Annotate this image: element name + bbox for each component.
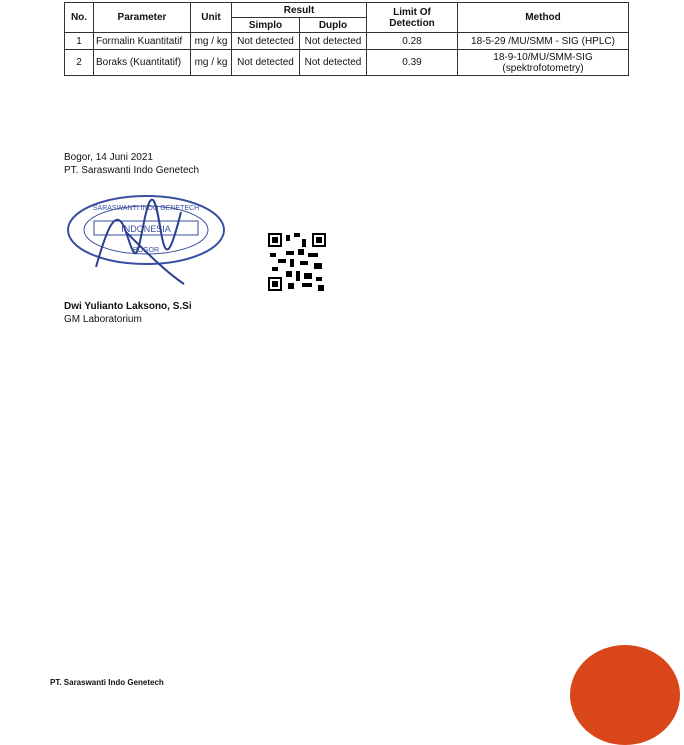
table-row xyxy=(65,33,629,50)
footer-company: PT. Saraswanti Indo Genetech xyxy=(50,678,164,687)
svg-text:SARASWANTI INDO GENETECH: SARASWANTI INDO GENETECH xyxy=(92,205,200,212)
cell-unit: mg / kg xyxy=(191,50,232,76)
qr-code xyxy=(268,233,326,291)
table-row xyxy=(65,50,629,76)
cell-unit: mg / kg xyxy=(191,33,232,50)
header-lod: Limit Of Detection xyxy=(367,3,458,33)
svg-text:INDONESIA: INDONESIA xyxy=(121,224,171,234)
method-line-2: (spektrofotometry) xyxy=(502,62,584,74)
company-stamp xyxy=(66,192,228,288)
header-simplo: Simplo xyxy=(232,18,300,33)
results-table xyxy=(64,2,629,76)
header-result: Result xyxy=(232,3,367,18)
cell-parameter: Formalin Kuantitatif xyxy=(94,33,191,50)
cell-lod: 0.39 xyxy=(367,50,458,76)
header-duplo: Duplo xyxy=(300,18,367,33)
svg-text:BOGOR: BOGOR xyxy=(132,247,160,254)
cell-simplo: Not detected xyxy=(232,33,300,50)
company-name: PT. Saraswanti Indo Genetech xyxy=(64,165,200,176)
header-unit: Unit xyxy=(191,3,232,33)
cell-simplo: Not detected xyxy=(232,50,300,76)
header-no: No. xyxy=(65,3,94,33)
header-parameter: Parameter xyxy=(94,3,191,33)
cell-method xyxy=(458,50,629,76)
header-method: Method xyxy=(458,3,629,33)
floating-action-button[interactable] xyxy=(570,645,680,745)
cell-lod: 0.28 xyxy=(367,33,458,50)
method-line-1: 18-9-10/MU/SMM-SIG xyxy=(493,51,593,63)
cell-method: 18-5-29 /MU/SMM - SIG (HPLC) xyxy=(458,33,629,50)
cell-duplo: Not detected xyxy=(300,33,367,50)
signatory-name: Dwi Yulianto Laksono, S.Si xyxy=(64,301,192,312)
signatory-title: GM Laboratorium xyxy=(64,314,142,325)
cell-duplo: Not detected xyxy=(300,50,367,76)
place-date: Bogor, 14 Juni 2021 xyxy=(64,152,153,163)
cell-no: 2 xyxy=(65,50,94,76)
cell-no: 1 xyxy=(65,33,94,50)
cell-parameter: Boraks (Kuantitatif) xyxy=(94,50,191,76)
